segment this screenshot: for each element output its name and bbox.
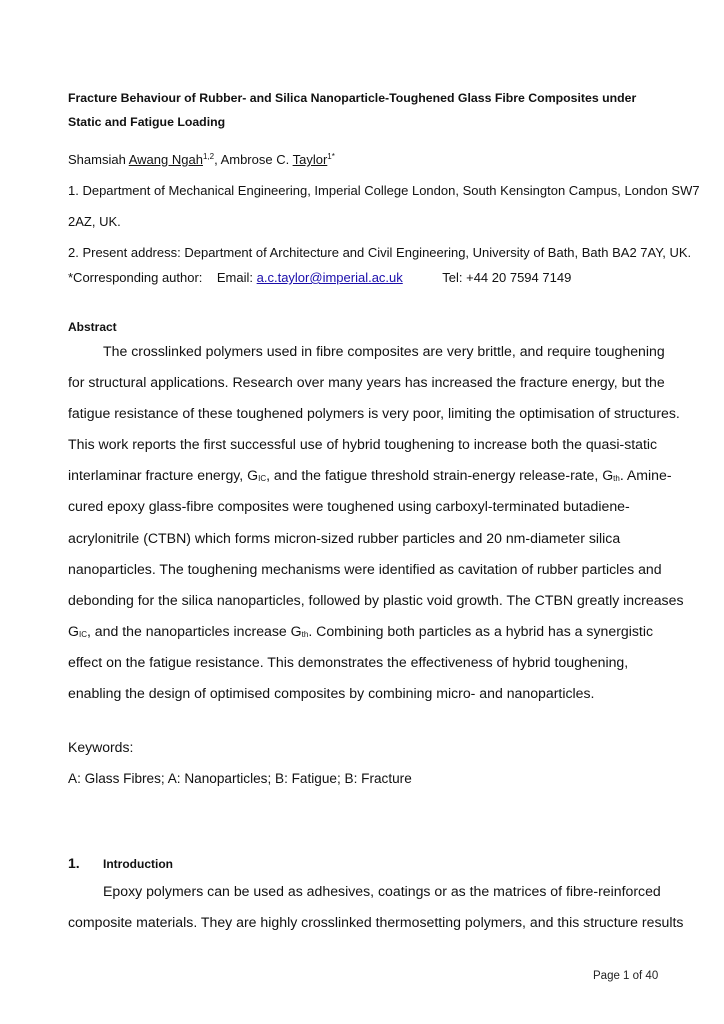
affiliation-1-line-2: 2AZ, UK.: [68, 214, 121, 229]
author-2-affil: 1*: [327, 152, 335, 161]
abstract-line: The crosslinked polymers used in fibre composites are very brittle, and require toughening: [103, 343, 665, 359]
email-link[interactable]: a.c.taylor@imperial.ac.uk: [256, 270, 403, 285]
text-run: G: [68, 622, 79, 639]
section-heading-introduction: [68, 855, 173, 871]
corresponding-label: *Corresponding author:: [68, 270, 203, 285]
author-2-given: Ambrose C.: [220, 152, 290, 167]
keywords-list: A: Glass Fibres; A: Nanoparticles; B: Fatigue; B: Fracture: [68, 771, 412, 786]
corresponding-author: [68, 270, 571, 285]
introduction-body: [68, 876, 684, 938]
abstract-line: [68, 616, 668, 647]
affiliation-1-line-1: 1. Department of Mechanical Engineering, Imperial College London, South Kensington Campus, London SW7: [68, 183, 700, 198]
author-list: [68, 152, 335, 167]
section-title: Introduction: [103, 857, 173, 871]
page-number: Page 1 of 40: [593, 970, 659, 982]
author-1-affil: 1,2: [202, 152, 215, 161]
author-1-given: Shamsiah: [68, 152, 126, 167]
abstract-heading: Abstract: [68, 320, 117, 334]
subscript: IC: [258, 474, 267, 484]
abstract-line: effect on the fatigue resistance. This demonstrates the effectiveness of hybrid toughening,: [68, 653, 629, 670]
keywords-heading: Keywords:: [68, 739, 134, 755]
text-run: , and the nanoparticles increase G: [86, 622, 302, 639]
text-run: interlaminar fracture energy, G: [68, 467, 259, 484]
subscript: th: [301, 629, 309, 639]
abstract-line: enabling the design of optimised composites by combining micro- and nanoparticles.: [68, 685, 595, 702]
text-run: . Amine-: [619, 467, 672, 484]
text-run: . Combining both particles as a hybrid has a synergistic: [308, 622, 653, 639]
email-label: Email:: [216, 270, 253, 285]
abstract-line: for structural applications. Research over many years has increased the fracture energy, but the: [68, 374, 665, 391]
subscript: th: [613, 474, 620, 484]
subscript: IC: [78, 629, 87, 639]
paper-title: [68, 86, 636, 134]
abstract-line: fatigue resistance of these toughened polymers is very poor, limiting the optimisation of structures.: [68, 405, 680, 422]
abstract-line: debonding for the silica nanoparticles, followed by plastic void growth. The CTBN greatly increases: [68, 591, 684, 608]
abstract-line: This work reports the first successful use of hybrid toughening to increase both the quasi-static: [68, 436, 658, 453]
abstract-body: [68, 336, 684, 709]
abstract-line: nanoparticles. The toughening mechanisms were identified as cavitation of rubber particles and: [68, 560, 662, 577]
abstract-line: cured epoxy glass-fibre composites were toughened using carboxyl-terminated butadiene-: [68, 498, 630, 515]
abstract-line: acrylonitrile (CTBN) which forms micron-sized rubber particles and 20 nm-diameter silica: [68, 529, 621, 546]
title-line-1: Fracture Behaviour of Rubber- and Silica Nanoparticle-Toughened Glass Fibre Composites under: [68, 91, 637, 105]
author-separator: ,: [214, 152, 221, 167]
author-1-family: Awang Ngah: [128, 152, 203, 167]
text-run: , and the fatigue threshold strain-energy release-rate, G: [266, 467, 614, 484]
title-line-2: Static and Fatigue Loading: [68, 115, 226, 129]
affiliation-2: 2. Present address: Department of Architecture and Civil Engineering, University of Bath, Bath BA2 7AY, UK.: [68, 245, 692, 260]
telephone: Tel: +44 20 7594 7149: [442, 270, 572, 285]
intro-line: Epoxy polymers can be used as adhesives, coatings or as the matrices of fibre-reinforced: [103, 883, 661, 899]
abstract-line: [68, 460, 672, 491]
author-2-family: Taylor: [292, 152, 328, 167]
intro-line: composite materials. They are highly crosslinked thermosetting polymers, and this structure results: [68, 914, 684, 931]
section-number: 1.: [68, 855, 80, 871]
